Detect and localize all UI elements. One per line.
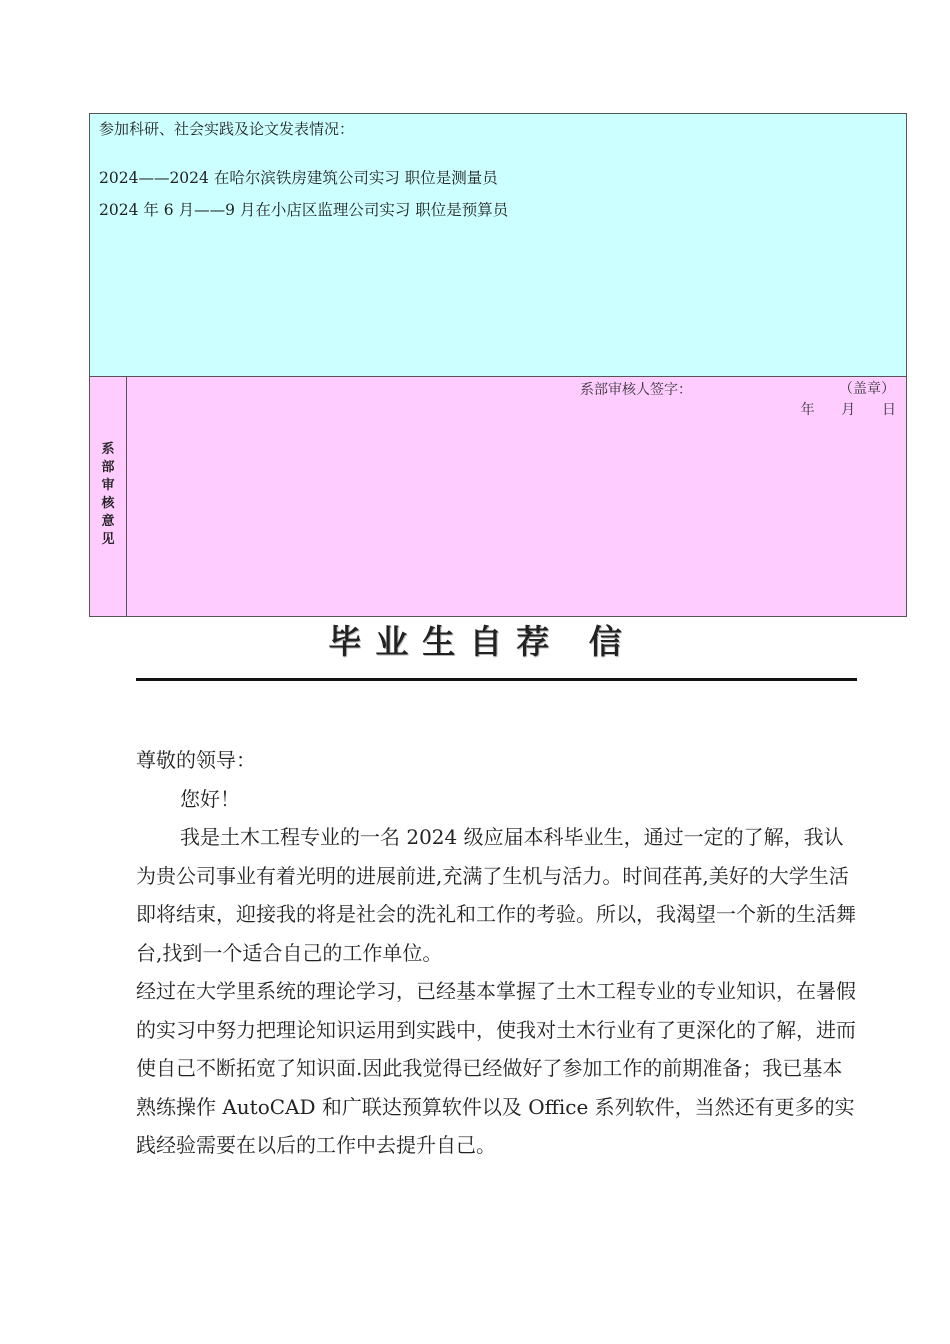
- department-review-section: [89, 376, 907, 617]
- review-vertical-label: 系 部 审 核 意 见: [101, 442, 115, 547]
- reviewer-signature-label: 系部审核人签字：: [580, 382, 692, 398]
- letter-body: [136, 741, 861, 1165]
- activity-line: 2024 年 6 月——9 月在小店区监理公司实习 职位是预算员: [99, 201, 509, 219]
- letter-salutation: 尊敬的领导：: [136, 748, 256, 772]
- activities-section: [89, 113, 907, 377]
- letter-title: 毕业生自荐 信: [328, 622, 636, 661]
- stamp-label: （盖章）: [839, 381, 895, 397]
- activity-line: 2024——2024 在哈尔滨铁房建筑公司实习 职位是测量员: [99, 169, 498, 187]
- activities-heading: 参加科研、社会实践及论文发表情况：: [99, 120, 355, 138]
- letter-paragraph: 我是土木工程专业的一名 2024 级应届本科毕业生，通过一定的了解，我认为贵公司事业有着光明的进展前进,充满了生机与活力。时间荏苒,美好的大学生活即将结束，迎接我的将是社会的洗礼和工作的考验。所以，我渴望一个新的生活舞台,找到一个适合自己的工作单位。: [136, 825, 856, 965]
- title-divider: [136, 678, 857, 681]
- letter-greeting: 您好！: [180, 786, 240, 811]
- letter-paragraph: 经过在大学里系统的理论学习，已经基本掌握了土木工程专业的专业知识，在暑假的实习中努力把理论知识运用到实践中，使我对土木行业有了更深化的了解，进而使自己不断拓宽了知识面.因此我觉得已经做好了参加工作的前期准备；我已基本熟练操作 AutoCAD 和广联达预算软件以及 Office 系列软件，当然还有更多的实践经验需要在以后的工作中去提升自己。: [136, 979, 856, 1157]
- review-label-column: [90, 377, 127, 616]
- review-date: 年 月 日: [800, 402, 896, 418]
